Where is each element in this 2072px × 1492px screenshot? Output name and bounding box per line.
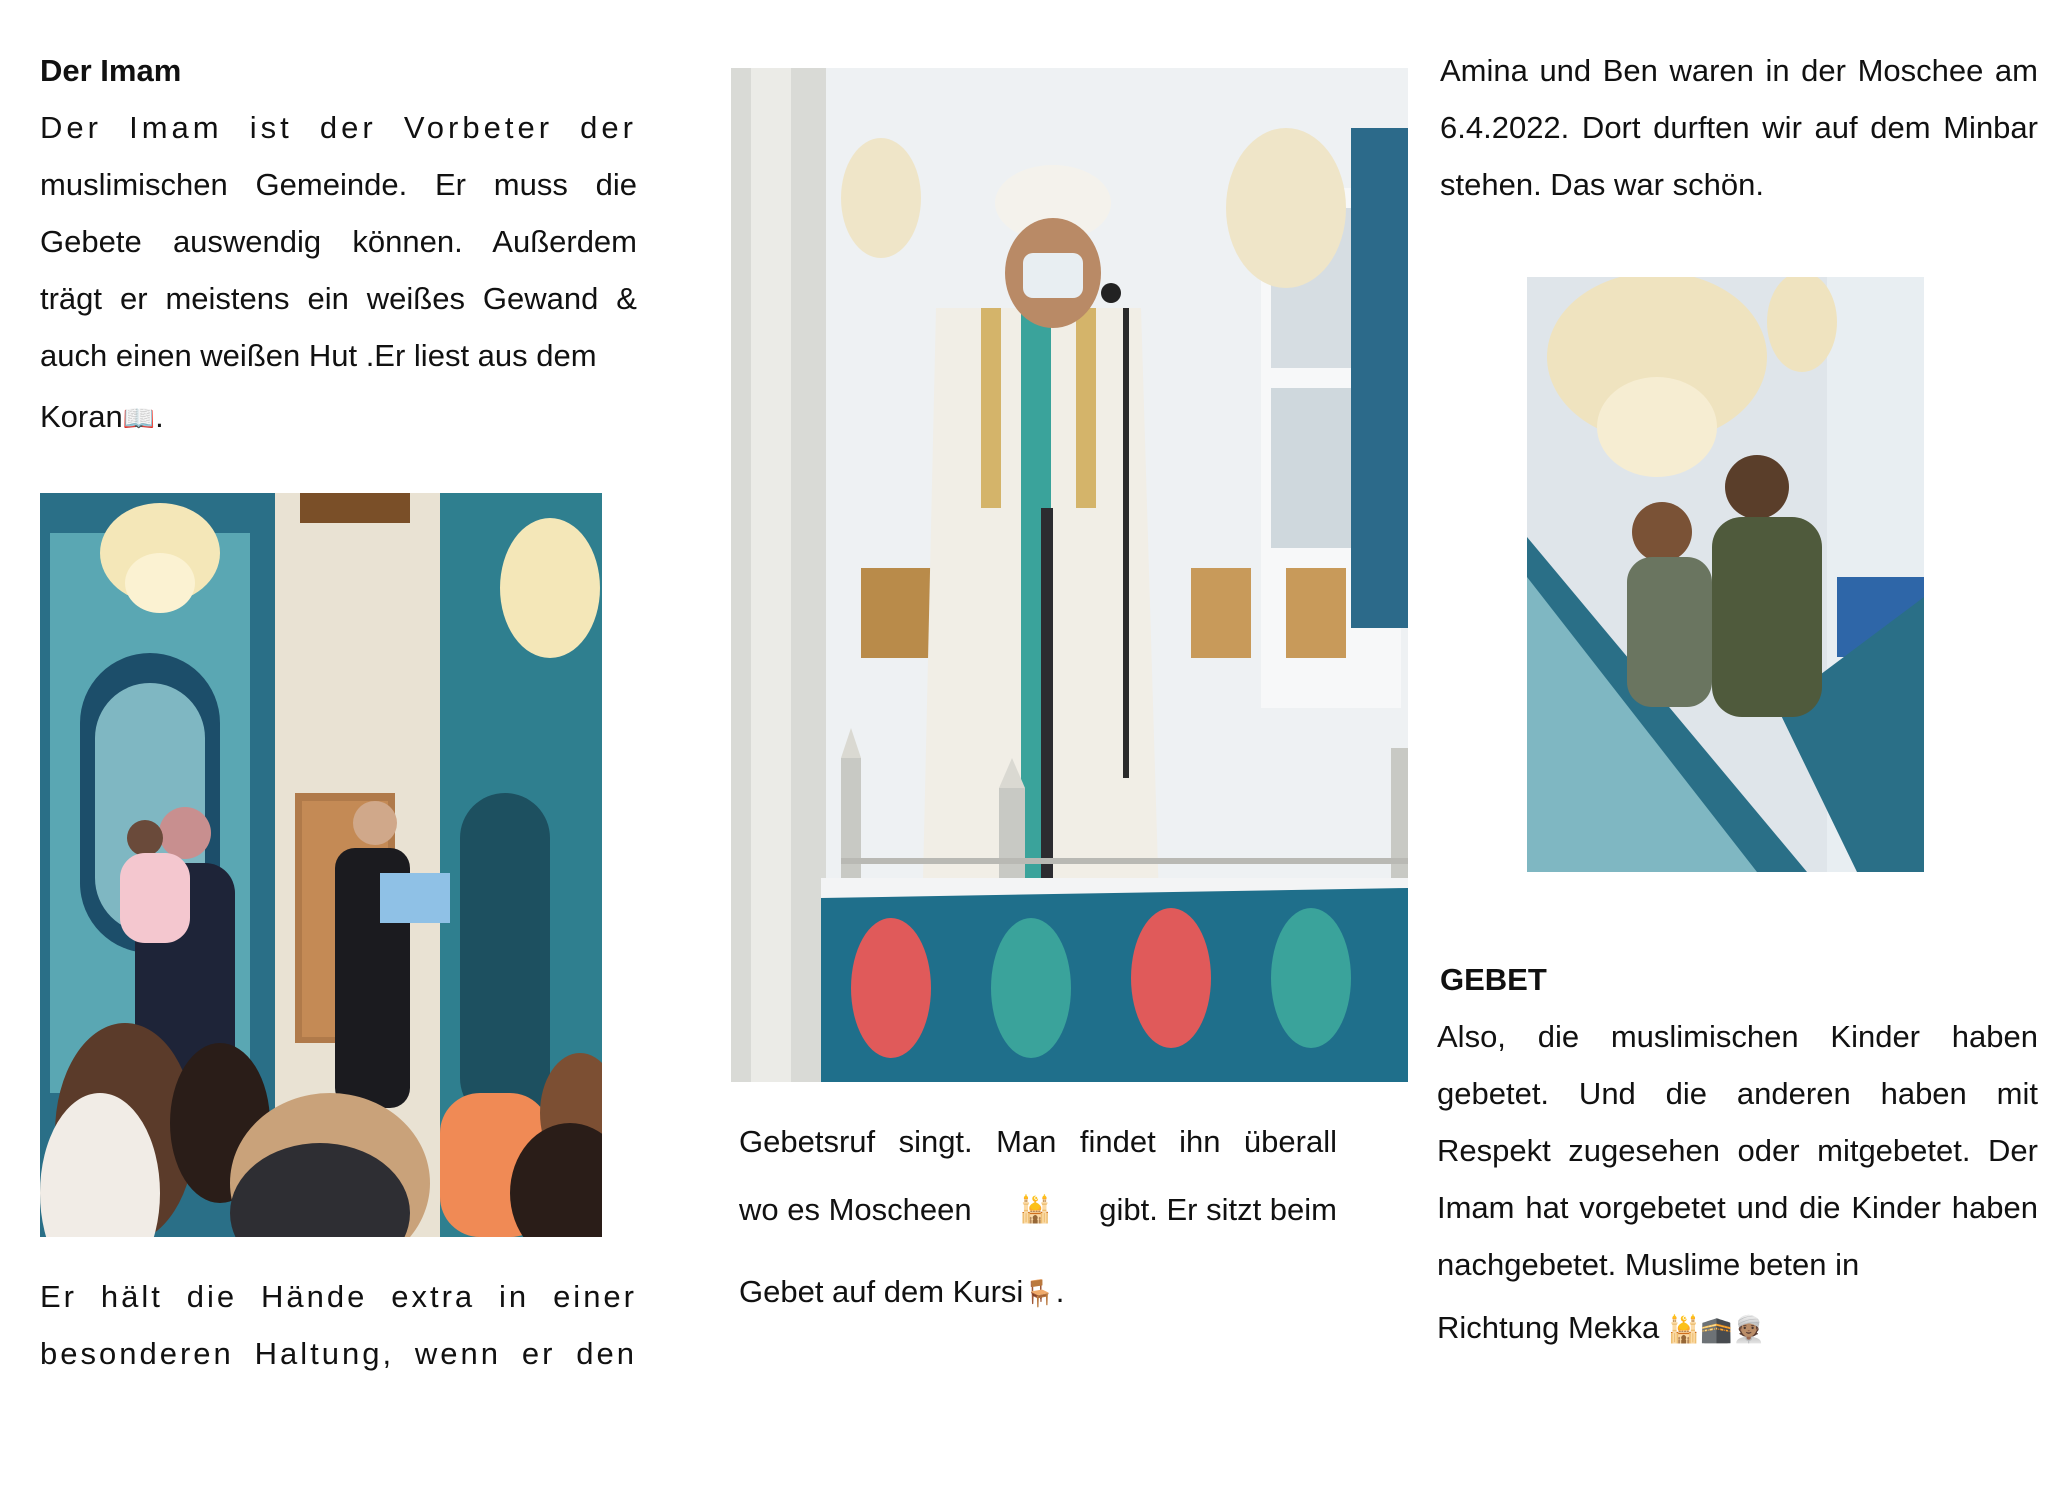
visit-section: Amina und Ben waren in der Moschee am 6.4.2022. Dort durften wir auf dem Minbar stehen. Das war schön.: [1440, 53, 2038, 202]
chair-icon: 🪑: [1023, 1279, 1056, 1309]
koran-period: .: [155, 399, 164, 434]
prayer-body: Also, die muslimischen Kinder haben gebetet. Und die anderen haben mit Respekt zugesehen oder mitgebetet. Der Imam hat vorgebetet und die Kinder haben nachgebetet. Muslime beten in: [1437, 1019, 2038, 1282]
imam-body: muslimischen Gemeinde. Er muss die Gebete auswendig können. Außerdem trägt er meistens ein weißes Gewand & auch einen weißen Hut .Er liest aus dem: [40, 167, 637, 373]
prayer-mekka: Richtung Mekka: [1437, 1310, 1660, 1345]
mosque-icon: 🕌: [1019, 1195, 1052, 1225]
caption-middle-moscheen: wo es Moscheen: [739, 1192, 972, 1227]
caption-middle-line-1: Gebetsruf singt. Man findet ihn überall: [739, 1124, 1337, 1159]
imam-heading: Der Imam: [40, 53, 182, 88]
children-on-minbar-photo: [1527, 277, 1924, 872]
caption-middle-kursi: Gebet auf dem Kursi: [739, 1274, 1024, 1309]
imam-section: [40, 42, 637, 448]
caption-middle-line-2: [739, 1176, 1337, 1244]
mosque-kaaba-person-icons: 🕌🕋👳🏽: [1667, 1315, 1766, 1345]
caption-middle-gibt: gibt. Er sitzt beim: [1099, 1192, 1337, 1227]
prayer-last-line: [1437, 1299, 2038, 1359]
prayer-section: [1437, 951, 2038, 1359]
imam-calling-photo: [731, 68, 1408, 1082]
caption-middle-line-3: [739, 1258, 1337, 1328]
mosque-interior-photo: [40, 493, 602, 1237]
imam-koran-line: [40, 388, 637, 448]
prayer-heading: GEBET: [1440, 962, 1547, 997]
caption-middle: [739, 1108, 1337, 1328]
book-icon: 📖: [122, 404, 156, 434]
koran-text: Koran: [40, 399, 123, 434]
imam-line-1: Der Imam ist der Vorbeter der: [40, 110, 637, 145]
caption-left: Er hält die Hände extra in einer besonderen Haltung, wenn er den: [40, 1279, 637, 1371]
caption-middle-period: .: [1055, 1274, 1065, 1309]
